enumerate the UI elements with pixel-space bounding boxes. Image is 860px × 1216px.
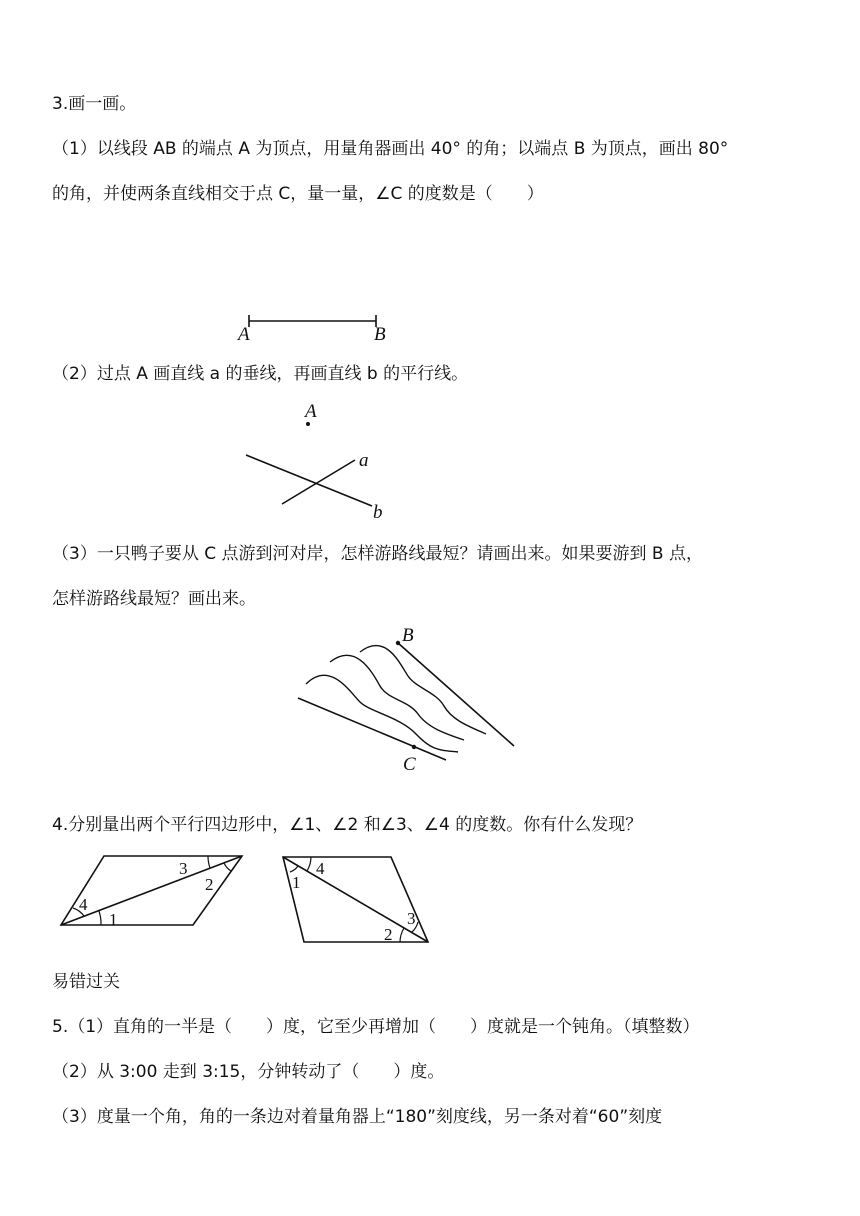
label-line-a: a [359,450,369,471]
angle-label-4-right: 4 [316,859,325,878]
angle-label-2: 2 [205,875,214,894]
q5-part3: （3）度量一个角，角的一条边对着量角器上“180”刻度线，另一条对着“60”刻度 [52,1107,663,1127]
q5-part1: 5.（1）直角的一半是（ ）度，它至少再增加（ ）度就是一个钝角。（填整数） [52,1017,700,1037]
label-point-a: A [305,401,317,422]
label-b: B [402,625,414,646]
q3-part1-line1: （1）以线段 AB 的端点 A 为顶点，用量角器画出 40° 的角；以端点 B 为顶点，画出 80° [52,139,729,159]
q3-part2: （2）过点 A 画直线 a 的垂线，再画直线 b 的平行线。 [52,364,469,384]
arc-angle-4-right [307,857,311,871]
arc-angle-2 [224,863,231,871]
river-bank-far [398,643,514,746]
river-figure [290,622,530,782]
point-c [412,745,416,749]
wave-1 [306,675,458,752]
q3-title: 3.画一画。 [52,94,137,114]
point-b [396,641,400,645]
label-b: B [374,324,386,345]
angle-label-2-right: 2 [384,925,393,944]
angle-label-4: 4 [79,895,88,914]
diagonal-left [61,856,242,925]
point-a [306,422,310,426]
arc-angle-1 [99,911,101,925]
arc-angle-3 [208,856,210,868]
q5-part2: （2）从 3:00 走到 3:15，分钟转动了（ ）度。 [52,1062,445,1082]
lines-ab-figure [238,400,398,525]
line-b [246,455,372,506]
q3-part3-line2: 怎样游路线最短？画出来。 [52,589,256,609]
section-title: 易错过关 [52,972,120,992]
wave-3 [360,646,486,734]
q3-part1-line2: 的角，并使两条直线相交于点 C，量一量，∠C 的度数是（ ） [52,184,544,204]
label-line-b: b [373,502,383,523]
q3-part3-line1: （3）一只鸭子要从 C 点游到河对岸，怎样游路线最短？请画出来。如果要游到 B 点， [52,544,703,564]
diagonal-right [283,857,428,942]
q4-title: 4.分别量出两个平行四边形中，∠1、∠2 和∠3、∠4 的度数。你有什么发现？ [52,815,643,835]
angle-label-1: 1 [109,910,118,929]
angle-label-3-right: 3 [407,909,416,928]
line-a [282,460,355,504]
arc-angle-2-right [400,928,404,942]
angle-label-1-right: 1 [292,873,301,892]
label-c: C [403,754,416,775]
arc-angle-1-right [290,866,298,872]
river-bank-near [298,698,446,760]
wave-2 [330,655,464,740]
angle-label-3: 3 [179,859,188,878]
segment-ab-figure [230,308,400,348]
label-a: A [238,324,250,345]
parallelogram-right [278,852,438,947]
parallelogram-left [55,852,255,937]
